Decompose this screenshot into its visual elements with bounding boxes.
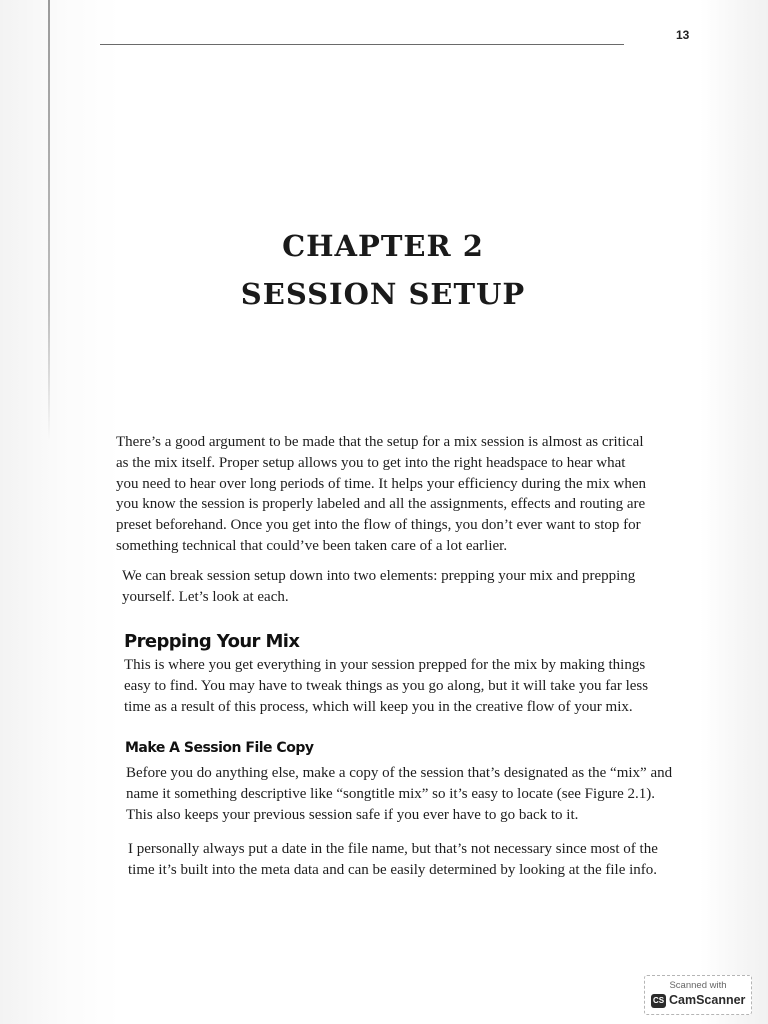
intro-paragraph-2 [122,566,692,608]
subsection-paragraph-2 [128,839,698,881]
text-line: time as a result of this process, which will keep you in the creative flow of your mix. [124,698,633,715]
text-line: name it something descriptive like “songtitle mix” so it’s easy to locate (see Figure 2.1). [126,785,656,802]
text-line: as the mix itself. Proper setup allows you to get into the right headspace to hear what [116,454,626,471]
chapter-number: CHAPTER 2 [282,229,484,263]
text-line: you need to hear over long periods of time. It helps your efficiency during the mix when [116,475,646,492]
text-line: easy to find. You may have to tweak things as you go along, but it will take you far less [124,677,649,694]
subsection-paragraph-1 [126,763,696,825]
text-line: yourself. Let’s look at each. [122,588,289,605]
watermark-brand: CamScanner [669,993,746,1007]
section-heading: Prepping Your Mix [124,631,300,652]
watermark-caption: Scanned with [669,980,727,991]
chapter-heading [200,222,566,318]
text-line: Before you do anything else, make a copy of the session that’s designated as the “mix” and [126,765,673,781]
text-line: This also keeps your previous session safe if you ever have to go back to it. [126,806,579,823]
text-line: There’s a good argument to be made that the setup for a mix session is almost as critical [116,434,644,450]
chapter-title: SESSION SETUP [240,277,526,311]
header-rule [100,44,624,45]
text-line: something technical that could’ve been taken care of a lot earlier. [116,537,508,554]
camscanner-watermark [644,975,752,1015]
camscanner-logo-icon: CS [651,994,666,1008]
text-line: time it’s built into the meta data and can be easily determined by looking at the file info. [128,861,658,878]
text-line: I personally always put a date in the file name, but that’s not necessary since most of the [128,841,658,857]
text-line: you know the session is properly labeled and all the assignments, effects and routing are [116,496,646,513]
intro-paragraph-1 [116,432,686,557]
page-number: 13 [676,28,690,42]
page-binding-edge [48,0,50,440]
text-line: We can break session setup down into two elements: prepping your mix and prepping [122,568,636,584]
text-line: This is where you get everything in your session prepped for the mix by making things [124,657,646,673]
text-line: preset beforehand. Once you get into the flow of things, you don’t ever want to stop for [116,517,641,534]
subsection-heading: Make A Session File Copy [125,740,314,756]
section-paragraph-1 [124,655,694,717]
